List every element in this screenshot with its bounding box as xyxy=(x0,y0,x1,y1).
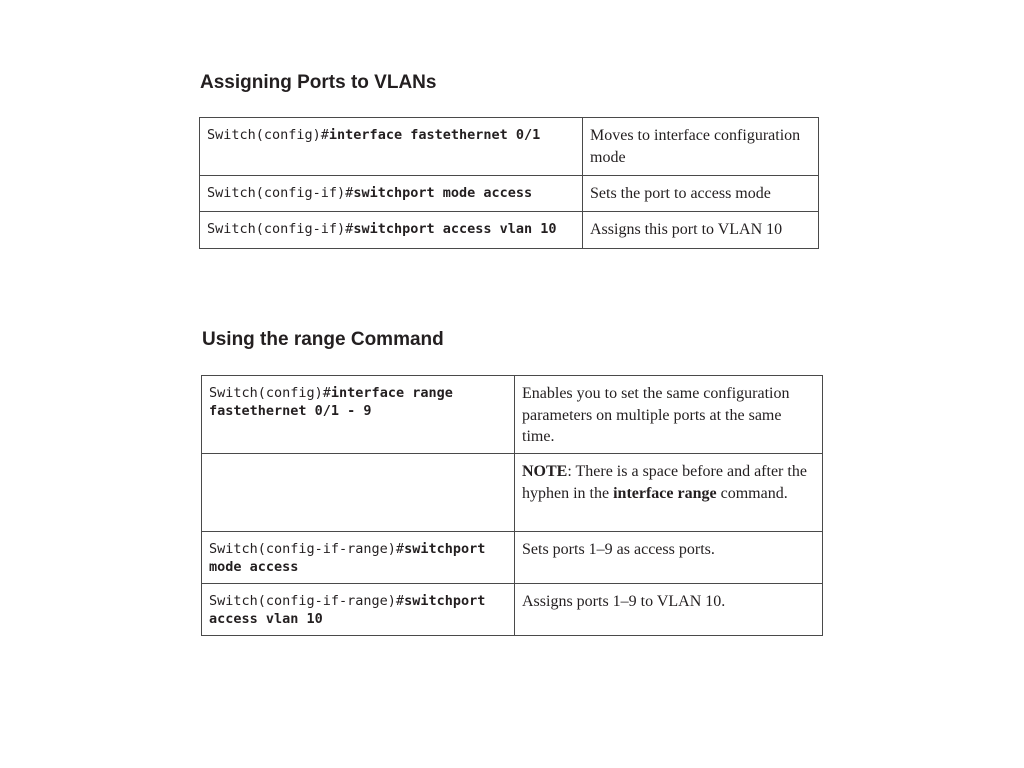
command-text: switchport access vlan 10 xyxy=(209,593,494,627)
table-row xyxy=(202,532,823,584)
assigning-ports-table xyxy=(199,117,819,249)
command-description: Sets ports 1–9 as access ports. xyxy=(522,541,715,558)
command-cell xyxy=(202,584,515,636)
section-title-range-command: Using the range Command xyxy=(202,329,444,350)
table-row xyxy=(200,118,819,176)
command-cell xyxy=(202,376,515,454)
command-description: Sets the port to access mode xyxy=(590,185,771,202)
command-description: Enables you to set the same configuration parameters on multiple ports at the same time. xyxy=(522,385,790,445)
command-prompt: Switch(config)# xyxy=(209,385,331,401)
note-cell xyxy=(515,454,823,532)
command-text: interface fastethernet 0/1 xyxy=(328,127,541,143)
table-row xyxy=(200,176,819,212)
table-row xyxy=(202,454,823,532)
command-text: interface range fastethernet 0/1 - 9 xyxy=(209,385,461,419)
command-prompt: Switch(config-if)# xyxy=(207,221,354,237)
description-cell xyxy=(583,118,819,176)
description-cell xyxy=(515,532,823,584)
table-row xyxy=(202,584,823,636)
command-prompt: Switch(config-if)# xyxy=(207,185,354,201)
description-cell xyxy=(583,176,819,212)
table-row xyxy=(200,212,819,249)
command-cell xyxy=(200,118,583,176)
note-label: NOTE xyxy=(522,463,568,480)
command-prompt: Switch(config)# xyxy=(207,127,329,143)
note-text-end: command. xyxy=(716,484,788,502)
command-description: Assigns ports 1–9 to VLAN 10. xyxy=(522,593,726,610)
description-cell xyxy=(515,584,823,636)
command-cell xyxy=(200,212,583,249)
command-prompt: Switch(config-if-range)# xyxy=(209,593,405,609)
command-cell xyxy=(200,176,583,212)
command-text: switchport mode access xyxy=(209,541,494,575)
description-cell xyxy=(583,212,819,249)
table-row xyxy=(202,376,823,454)
command-text: switchport access vlan 10 xyxy=(353,221,557,237)
command-prompt: Switch(config-if-range)# xyxy=(209,541,405,557)
command-text: switchport mode access xyxy=(353,185,533,201)
note-text: : There is a space before and after the hyphen in the xyxy=(522,463,807,502)
command-cell xyxy=(202,532,515,584)
section-title-assigning-ports: Assigning Ports to VLANs xyxy=(200,72,437,93)
command-description: Assigns this port to VLAN 10 xyxy=(590,221,783,238)
description-cell xyxy=(515,376,823,454)
empty-command-cell xyxy=(202,454,515,532)
note-bold-text: interface range xyxy=(613,484,717,502)
range-command-table xyxy=(201,375,823,636)
command-description: Moves to interface configuration mode xyxy=(590,127,801,166)
